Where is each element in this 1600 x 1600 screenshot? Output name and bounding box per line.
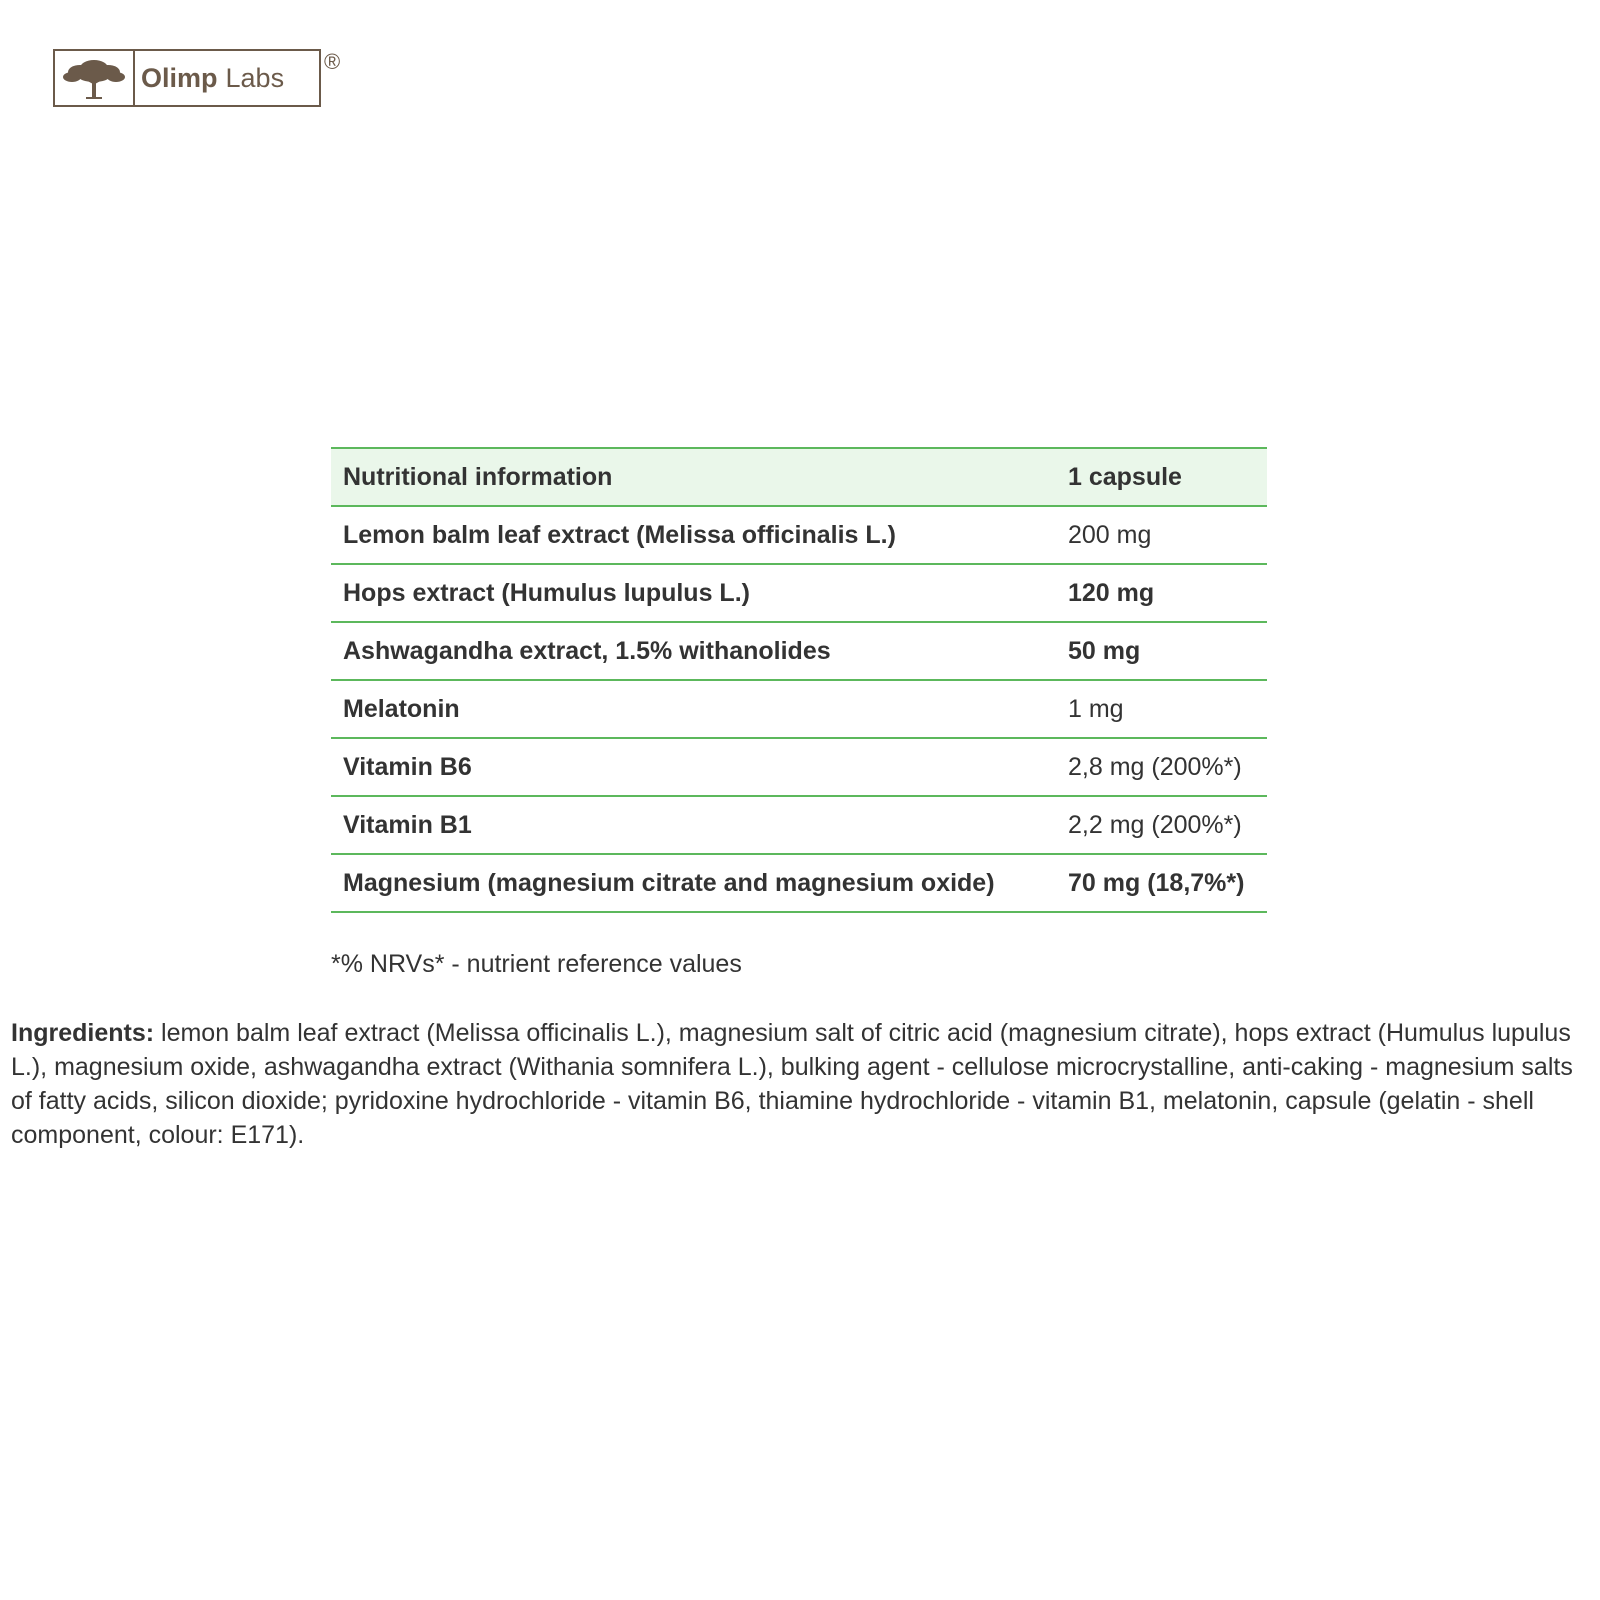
table-row xyxy=(331,796,1267,854)
brand-name xyxy=(135,51,319,105)
nutrient-amount: 50 mg xyxy=(1056,622,1267,680)
nutrition-table xyxy=(331,447,1267,913)
ingredients-label: Ingredients: xyxy=(11,1019,155,1047)
table-row xyxy=(331,680,1267,738)
nrv-footnote: *% NRVs* - nutrient reference values xyxy=(331,950,742,978)
table-header-row xyxy=(331,448,1267,506)
table-row xyxy=(331,738,1267,796)
ingredients-paragraph xyxy=(11,1016,1591,1152)
nutrient-amount: 2,8 mg (200%*) xyxy=(1056,738,1267,796)
brand-name-part1: Olimp xyxy=(141,62,218,93)
brand-logo xyxy=(53,49,321,107)
ingredients-text: lemon balm leaf extract (Melissa officinalis L.), magnesium salt of citric acid (magnesium citrate), hops extract (Humulus lupulus L.), magnesium oxide, ashwagandha extract (Withania somnifera L.), bulking agent - cellulose microcrystalline, anti-caking - magnesium salts of fatty acids, silicon dioxide; pyridoxine hydrochloride - vitamin B6, thiamine hydrochloride - vitamin B1, melatonin, capsule (gelatin - shell component, colour: E171). xyxy=(11,1019,1573,1149)
header-label: Nutritional information xyxy=(331,448,1056,506)
nutrient-amount: 2,2 mg (200%*) xyxy=(1056,796,1267,854)
nutrient-name: Vitamin B6 xyxy=(331,738,1056,796)
header-amount: 1 capsule xyxy=(1056,448,1267,506)
table-row xyxy=(331,564,1267,622)
nutrient-amount: 120 mg xyxy=(1056,564,1267,622)
table-row xyxy=(331,506,1267,564)
nutrient-amount: 200 mg xyxy=(1056,506,1267,564)
nutrient-name: Vitamin B1 xyxy=(331,796,1056,854)
nutrient-name: Melatonin xyxy=(331,680,1056,738)
table-row xyxy=(331,854,1267,912)
nutrient-name: Lemon balm leaf extract (Melissa officinalis L.) xyxy=(331,506,1056,564)
nutrient-name: Hops extract (Humulus lupulus L.) xyxy=(331,564,1056,622)
nutrient-name: Magnesium (magnesium citrate and magnesium oxide) xyxy=(331,854,1056,912)
table-row xyxy=(331,622,1267,680)
tree-icon xyxy=(55,51,135,105)
nutrient-name: Ashwagandha extract, 1.5% withanolides xyxy=(331,622,1056,680)
brand-name-part2: Labs xyxy=(225,62,285,93)
nutrient-amount: 70 mg (18,7%*) xyxy=(1056,854,1267,912)
nutrient-amount: 1 mg xyxy=(1056,680,1267,738)
registered-mark: ® xyxy=(324,49,341,74)
